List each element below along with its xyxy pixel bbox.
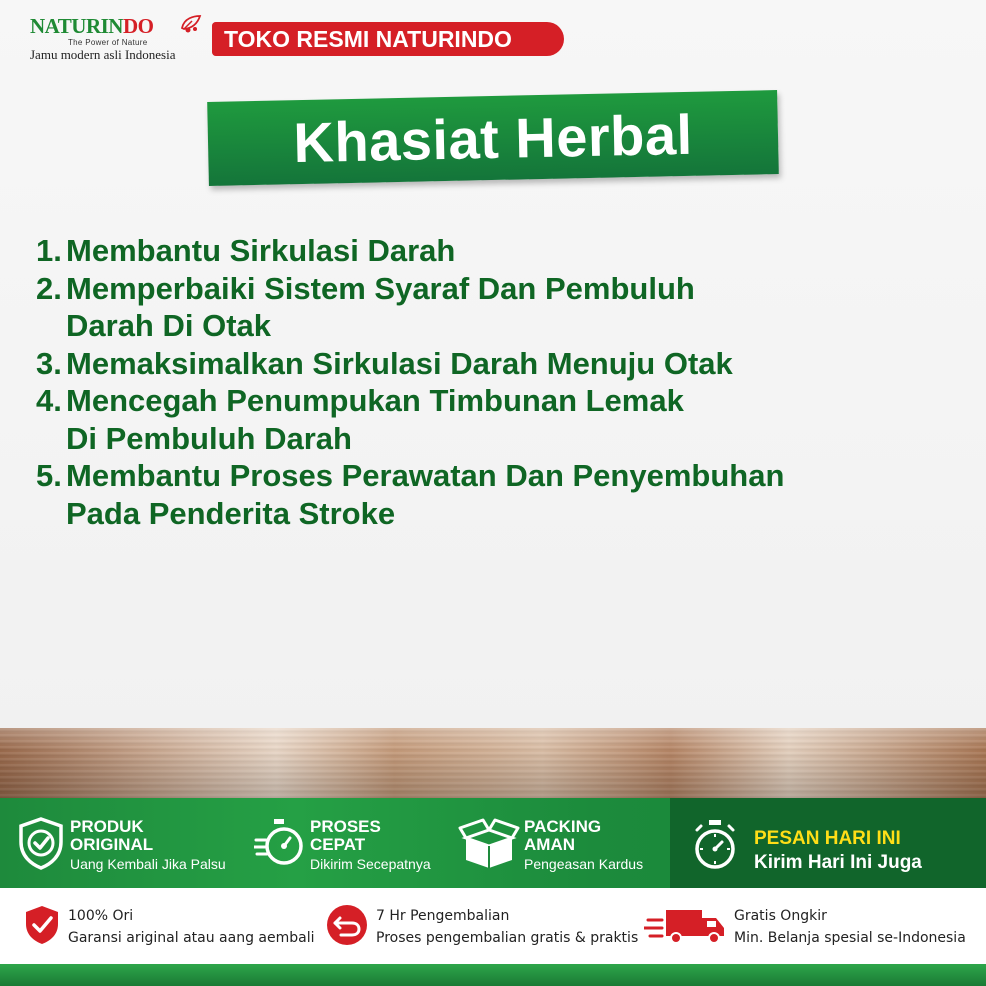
list-item-number: 1. — [36, 233, 62, 268]
logo-wordmark: NATURINDO — [30, 14, 154, 38]
return-arrow-icon — [326, 904, 368, 946]
order-today-button[interactable] — [670, 798, 986, 888]
list-item-number: 5. — [36, 458, 62, 493]
list-item-text: Memaksimalkan Sirkulasi Darah Menuju Otak — [66, 345, 733, 381]
guarantee-title: 100% Ori — [68, 908, 134, 924]
feature-title-line1: PACKING — [524, 817, 602, 836]
bottom-bar — [0, 964, 986, 986]
order-subtitle: Kirim Hari Ini Juga — [754, 852, 922, 873]
list-item-text: Membantu Sirkulasi Darah — [66, 233, 456, 268]
feature-subtitle: Dikirim Secepatnya — [310, 856, 431, 872]
shield-check-icon — [16, 816, 66, 870]
feature-fast-process[interactable] — [254, 798, 454, 888]
box-icon — [458, 816, 520, 870]
delivery-truck-icon — [644, 906, 728, 946]
guarantee-title: 7 Hr Pengembalian — [376, 908, 510, 924]
wood-shelf-shade — [0, 728, 986, 800]
feature-title-line1: PROSES — [310, 817, 381, 836]
guarantee-free-shipping[interactable] — [644, 888, 974, 964]
list-item — [36, 457, 856, 532]
title-box — [207, 90, 779, 186]
feature-subtitle: Uang Kembali Jika Palsu — [70, 856, 226, 872]
list-item — [36, 270, 856, 345]
guarantee-subtitle: Min. Belanja spesial se-Indonesia — [734, 930, 966, 946]
official-store-banner[interactable]: TOKO RESMI NATURINDO — [212, 22, 564, 56]
guarantee-return[interactable] — [326, 888, 639, 964]
feature-title-line2: CEPAT — [310, 835, 366, 854]
list-item-number: 3. — [36, 345, 62, 381]
stopwatch-icon — [692, 818, 738, 872]
list-item-number: 2. — [36, 270, 62, 306]
feature-title-line1: PRODUK — [70, 817, 144, 836]
list-item — [36, 232, 856, 270]
red-shield-check-icon — [24, 904, 60, 946]
guarantee-title: Gratis Ongkir — [734, 908, 827, 924]
list-item — [36, 382, 856, 457]
feature-title-line2: ORIGINAL — [70, 835, 154, 854]
leaf-icon — [180, 14, 202, 34]
feature-safe-packing[interactable] — [458, 798, 664, 888]
guarantee-original[interactable] — [24, 888, 314, 964]
guarantee-subtitle: Garansi ariginal atau aang aembali — [68, 930, 315, 946]
logo-subtitle: Jamu modern asli Indonesia — [30, 47, 176, 62]
list-item-text: Mencegah Penumpukan Timbunan Lemak Di Pembuluh Darah — [66, 383, 684, 456]
feature-subtitle: Pengeasan Kardus — [524, 856, 644, 872]
list-item-text: Membantu Proses Perawatan Dan Penyembuhan Pada Penderita Stroke — [66, 458, 785, 531]
guarantees-row — [0, 888, 986, 964]
naturindo-logo[interactable] — [30, 14, 205, 64]
stopwatch-speed-icon — [254, 816, 304, 870]
guarantee-subtitle: Proses pengembalian gratis & praktis — [376, 930, 639, 946]
page-title: Khasiat Herbal — [292, 102, 694, 174]
list-item — [36, 345, 856, 383]
logo-tagline: The Power of Nature — [68, 38, 148, 47]
benefits-list — [36, 232, 856, 532]
list-item-number: 4. — [36, 383, 62, 418]
feature-original[interactable] — [16, 798, 246, 888]
feature-title-line2: AMAN — [524, 835, 575, 854]
order-title: PESAN HARI INI — [754, 828, 901, 849]
list-item-text: Memperbaiki Sistem Syaraf Dan Pembuluh Darah Di Otak — [66, 270, 695, 343]
